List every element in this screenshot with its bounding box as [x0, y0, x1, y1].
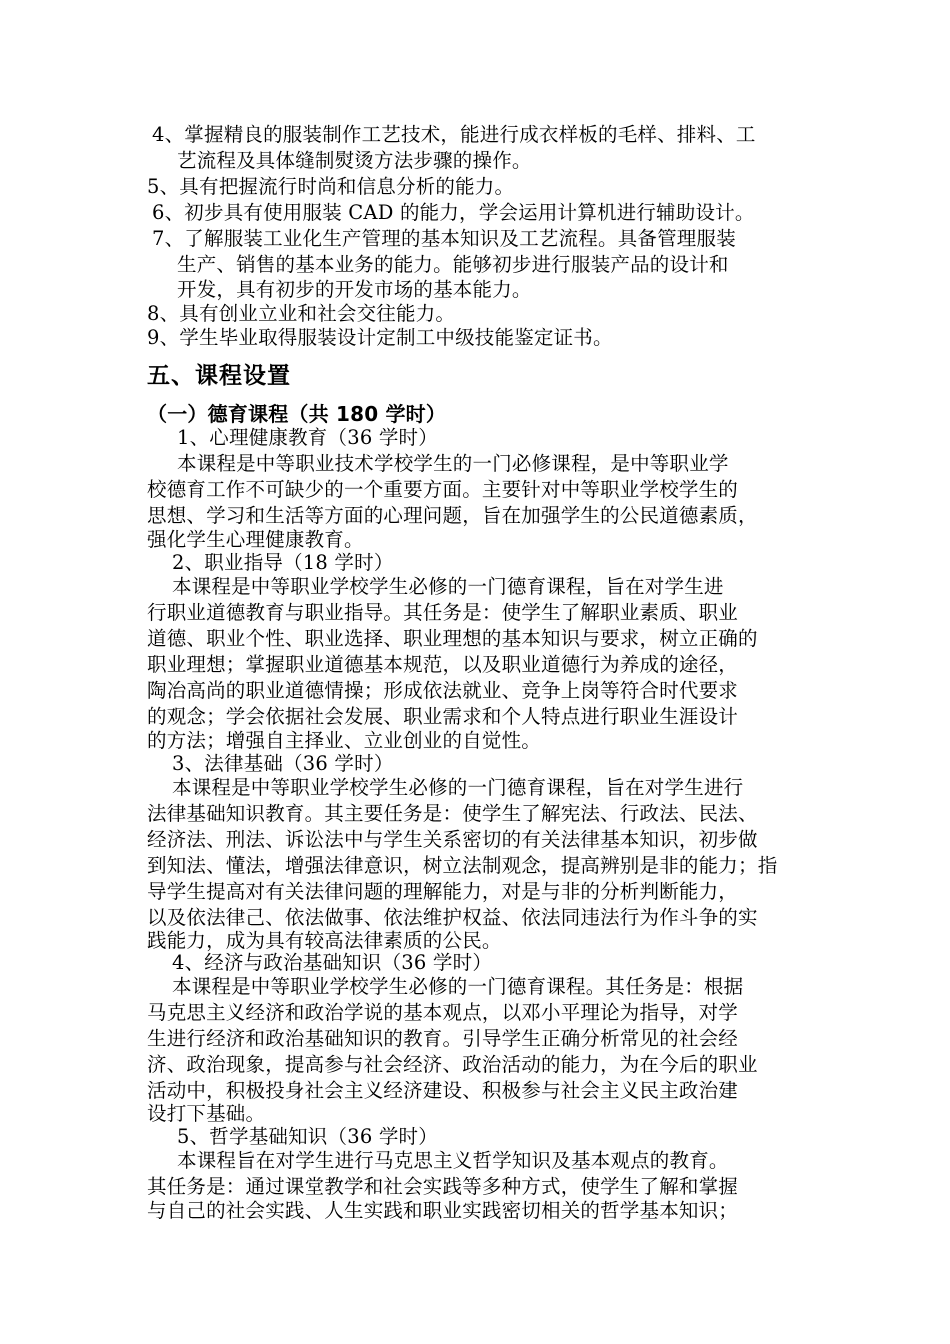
- course-3-line-5: 导学生提高对有关法律问题的理解能力，对是与非的分析判断能力，: [147, 880, 739, 903]
- course-4-line-3: 生进行经济和政治基础知识的教育。引导学生正确分析常见的社会经: [147, 1027, 739, 1050]
- course-3-line-6: 以及依法律己、依法做事、依法维护权益、依法同违法行为作斗争的实: [147, 906, 758, 929]
- course-2-line-2: 行职业道德教育与职业指导。其任务是：使学生了解职业素质、职业: [147, 601, 739, 624]
- course-1-line-1: 本课程是中等职业技术学校学生的一门必修课程，是中等职业学: [177, 452, 729, 475]
- course-3-line-7: 践能力，成为具有较高法律素质的公民。: [147, 929, 502, 952]
- course-2-line-3: 道德、职业个性、职业选择、职业理想的基本知识与要求，树立正确的: [147, 627, 758, 650]
- course-3-line-1: 本课程是中等职业学校学生必修的一门德育课程，旨在对学生进行: [172, 776, 744, 799]
- section-title: 五、课程设置: [147, 363, 291, 389]
- course-4-line-1: 本课程是中等职业学校学生必修的一门德育课程。其任务是：根据: [172, 975, 744, 998]
- course-3-line-2: 法律基础知识教育。其主要任务是：使学生了解宪法、行政法、民法、: [147, 802, 758, 825]
- course-2-line-7: 的方法；增强自主择业、立业创业的自觉性。: [147, 729, 542, 752]
- course-4-line-2: 马克思主义经济和政治学说的基本观点，以邓小平理论为指导，对学: [147, 1001, 739, 1024]
- goal-item-7-line-3: 开发，具有初步的开发市场的基本能力。: [177, 278, 532, 301]
- goal-item-8: 8、具有创业立业和社会交往能力。: [147, 302, 456, 325]
- goal-item-6: 6、初步具有使用服装 CAD 的能力，学会运用计算机进行辅助设计。: [152, 201, 755, 224]
- course-1-heading: 1、心理健康教育（36 学时）: [177, 426, 438, 449]
- course-5-line-1: 本课程旨在对学生进行马克思主义哲学知识及基本观点的教育。: [177, 1149, 729, 1172]
- course-4-heading: 4、经济与政治基础知识（36 学时）: [172, 951, 493, 974]
- course-4-line-5: 活动中，积极投身社会主义经济建设、积极参与社会主义民主政治建: [147, 1079, 739, 1102]
- course-2-line-6: 的观念；学会依据社会发展、职业需求和个人特点进行职业生涯设计: [147, 705, 739, 728]
- course-3-line-3: 经济法、刑法、诉讼法中与学生关系密切的有关法律基本知识，初步做: [147, 828, 758, 851]
- course-3-line-4: 到知法、懂法，增强法律意识，树立法制观念，提高辨别是非的能力；指: [147, 854, 778, 877]
- course-3-heading: 3、法律基础（36 学时）: [172, 752, 394, 775]
- subsection-title: （一）德育课程（共 180 学时）: [147, 402, 447, 426]
- course-2-line-1: 本课程是中等职业学校学生必修的一门德育课程，旨在对学生进: [172, 575, 724, 598]
- course-4-line-6: 设打下基础。: [147, 1102, 266, 1125]
- course-1-line-2: 校德育工作不可缺少的一个重要方面。主要针对中等职业学校学生的: [147, 478, 739, 501]
- course-5-heading: 5、哲学基础知识（36 学时）: [177, 1125, 438, 1148]
- course-5-line-3: 与自己的社会实践、人生实践和职业实践密切相关的哲学基本知识；: [147, 1199, 739, 1222]
- course-2-heading: 2、职业指导（18 学时）: [172, 551, 394, 574]
- goal-item-4-line-1: 4、掌握精良的服装制作工艺技术，能进行成衣样板的毛样、排料、工: [152, 123, 756, 146]
- goal-item-9: 9、学生毕业取得服装设计定制工中级技能鉴定证书。: [147, 326, 613, 349]
- goal-item-5: 5、具有把握流行时尚和信息分析的能力。: [147, 175, 515, 198]
- course-1-line-3: 思想、学习和生活等方面的心理问题，旨在加强学生的公民道德素质，: [147, 504, 758, 527]
- course-1-line-4: 强化学生心理健康教育。: [147, 528, 364, 551]
- goal-item-7-line-2: 生产、销售的基本业务的能力。能够初步进行服装产品的设计和: [177, 253, 729, 276]
- course-2-line-5: 陶冶高尚的职业道德情操；形成依法就业、竞争上岗等符合时代要求: [147, 679, 739, 702]
- goal-item-4-line-2: 艺流程及具体缝制熨烫方法步骤的操作。: [177, 149, 532, 172]
- course-4-line-4: 济、政治现象，提高参与社会经济、政治活动的能力，为在今后的职业: [147, 1053, 758, 1076]
- course-2-line-4: 职业理想；掌握职业道德基本规范，以及职业道德行为养成的途径，: [147, 653, 739, 676]
- course-5-line-2: 其任务是：通过课堂教学和社会实践等多种方式，使学生了解和掌握: [147, 1175, 739, 1198]
- goal-item-7-line-1: 7、了解服装工业化生产管理的基本知识及工艺流程。具备管理服装: [152, 227, 736, 250]
